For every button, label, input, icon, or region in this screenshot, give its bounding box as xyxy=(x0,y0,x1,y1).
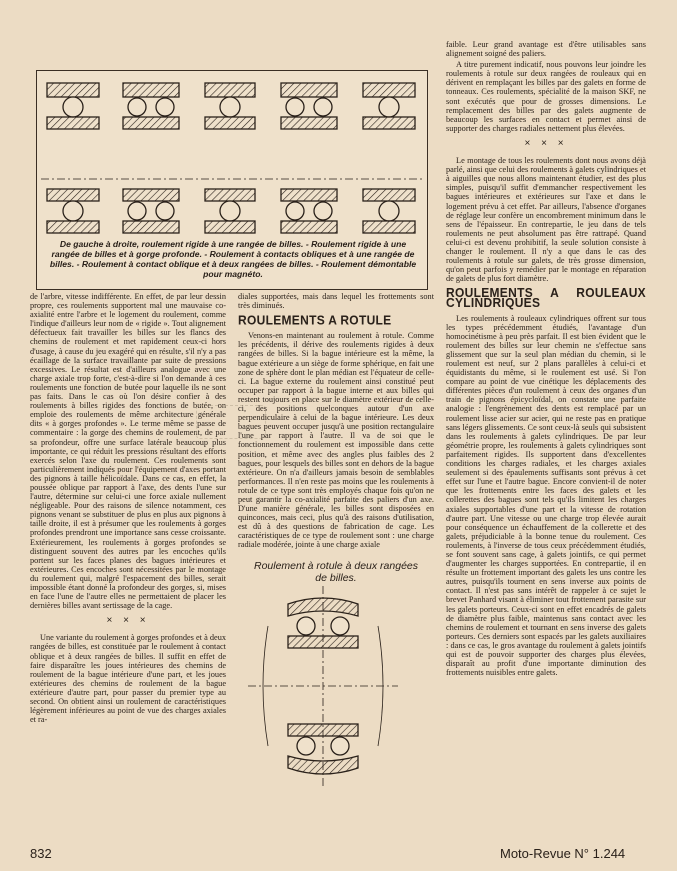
bearing-figure-top xyxy=(36,70,428,290)
figure-caption-top: De gauche à droite, roulement rigide à une rangée de billes. - Roulement rigide à une rangée de billes et à gorge profonde. - Roulement à contacts obliques et à une rangée de billes. - Roulement à contact oblique et à deux rangées de billes. - Roulement démontable pour magnéto. xyxy=(49,239,417,279)
text-column-left xyxy=(30,292,226,726)
paragraph: Une variante du roulement à gorges profondes et à deux rangées de billes, est constituée par le roulement à contact oblique et à deux rangées de billes. Il suffit en effet de faire disparaître les joues intérieures des chemins de roulement de la bague intérieure d'une part, et les joues extérieures des chemins de roulement de la bague extérieure d'autre part, pour passer du premier type au second. On obtient ainsi un roulement de caractéristiques légèrement inférieures au point de vue des charges axiales et ra- xyxy=(30,633,226,725)
bearing-deep-groove xyxy=(123,83,179,233)
paragraph: faible. Leur grand avantage est d'être utilisables sans alignement soigné des paliers. xyxy=(446,40,646,59)
paragraph: Le montage de tous les roulements dont nous avons déjà parlé, ainsi que celui des roulements à galets cylindriques et à aiguilles que nous allons maintenant étudier, est des plus simples, puisqu'il suffit d'emmancher respectivement les bagues intérieures et extérieures sur l'axe et dans le logement prévu à cet effet. Par ailleurs, l'absence d'organes de réglage leur confère un encombrement minimum dans le sens de l'épaisseur. En contrepartie, le jeu dans de tels roulements ne peut absolument pas être rattrapé. Quand celui-ci est devenu prohibitif, la seule solution consiste à changer le roulement. Il n'y a que dans le cas des roulements à rotule sur galets, de très grosse dimension, qu'on peut parfois y remédier par le montage en réparation de galets de plus fort diamètre. xyxy=(446,156,646,284)
page-number: 832 xyxy=(30,846,52,861)
section-separator: × × × xyxy=(524,137,568,149)
text-column-right xyxy=(446,40,646,679)
bearing-angular-contact-double xyxy=(281,83,337,233)
text-column-middle xyxy=(238,292,434,788)
paragraph: diales supportées, mais dans lequel les frottements sont très diminués. xyxy=(238,292,434,311)
section-separator: × × × xyxy=(106,615,150,627)
figure-caption-rotule: Roulement à rotule à deux rangées de billes. xyxy=(253,559,419,584)
section-heading: ROULEMENTS A ROTULE xyxy=(238,312,392,328)
bearing-rigid-single-row xyxy=(47,83,99,233)
section-heading: ROULEMENTS A ROULEAUX CYLINDRIQUES xyxy=(446,285,646,311)
paragraph: Venons-en maintenant au roulement à rotule. Comme les précédents, il dérive des roulements rigides à deux rangées de billes. Si la bague intérieure est la même, la bague extérieure a un siège de forme sphérique, en fait une zone de sphère dont le plan médian est l'équateur de celle-ci. La bague externe du roulement ainsi constitué peut occuper par rapport à la bague interne et aux billes qui restent toujours en place sur le diamètre extérieur de celle-ci, des positions quelconques autour d'un axe perpendiculaire à celui de la bague intérieure. Les deux bagues peuvent occuper jusqu'à une position rectangulaire l'une par rapport à l'autre. Il va de soi que le fonctionnement du roulement est impossible dans cette position, et même avec des angles plus faibles des 2 bagues, pour lesquels des billes sont en dehors de la bague extérieure. On n'a d'ailleurs jamais besoin de semblables performances. Il n'en reste pas moins que les roulements à rotule de ce type sont très employés chaque fois qu'on ne peut garantir la co-axialité parfaite des paliers d'un axe. D'une manière générale, les billes sont disposées en quinconces, mais ceci, plus qu'à des raisons d'utilisation, est dû à des questions de fabrication de cage. Les caractéristiques de ce type de roulement sont : une charge radiale modérée, jointe à une charge axiale xyxy=(238,331,434,550)
paragraph: de l'arbre, vitesse indifférente. En effet, de par leur dessin propre, ces roulements supportent mal une mauvaise co-axialité entre l'arbre et le logement du roulement, comme l'indique d'ailleurs leur nom de « rigide ». Tout alignement défectueux fait travailler les billes sur les flancs des chemins de roulement et met rapidement ceux-ci hors d'usage, à cause du jeu exagéré qui en résulte, s'il n'y a pas écaillage de la surface travaillante par suite de pressions excessives. Le résultat est d'ailleurs analogue avec une charge axiale trop forte, c'est-à-dire si l'on demande à ces roulements une fonction de butée pour laquelle ils ne sont pas faits. Dans le cas où l'on désire confier à des roulements à billes rigides des fonctions de butée, on emploie des roulements de même architecture générale dits « à gorges profondes ». Le terme même se passe de commentaire : la gorge des chemins de roulement, de par sa profondeur, offre une surface latérale beaucoup plus importante, ce qui réduit les pressions résultant des efforts exercés selon l'axe du roulement. Ces roulements sont particulièrement indiqués pour l'équipement d'axes portant des pignons à taille hélicoïdale. Dans ce cas, en effet, la poussée oblique par rapport à l'axe, des dents l'une sur l'autre, détermine sur celui-ci une force axiale nullement négligeable. Pour des raisons de silence notamment, ces pignons venant se substituer de plus en plus aux pignons à taille droite, il est à présumer que les roulements à gorges profondes prendront une importance sans cesse croissante. Extérieurement, les roulements à gorges profondes se distinguent souvent des autres par les encoches qu'ils portent sur les faces planes des bagues intérieures et extérieures. Ces encoches sont nécessitées par le montage du roulement qui, malgré l'espacement des billes, serait impossible étant donné la profondeur des gorges, si, mises en face l'une de l'autre elles ne permettaient de placer les dernières billes avant sertissage de la cage. xyxy=(30,292,226,611)
bearing-magneto-separable xyxy=(363,83,415,233)
paragraph: A titre purement indicatif, nous pouvons leur joindre les roulements à rotule sur deux rangées de rouleaux qui en dérivent en remplaçant les billes par des galets en forme de tonneaux. Ces roulements, spécialité de la maison SKF, ne sont exécutés que pour de grosses dimensions. Le remplacement des billes par des galets augmente de beaucoup les surfaces en contact et permet ainsi de supporter des charges radiales nettement plus élevées. xyxy=(446,60,646,133)
self-aligning-bearing-illustration xyxy=(248,586,398,786)
paragraph: Les roulements à rouleaux cylindriques offrent sur tous les types précédemment étudiés, l'avantage d'un homocinétisme à peu près parfait. Il est bien évident que le roulement des billes sur leur chemin ne s'effectue sans glissement que sur la seul plan médian du chemin, si le roulement est neuf, sur 2 plans parallèles à celui-ci et équidistants du même, si le roulement est usé. Si l'on compare au point de vue cinétique les déplacements des différentes pièces d'un roulement à ceux des organes d'un train de pignons épicycloïdal, on constate une parfaite analogie : l'engrènement des dents est remplacé par un roulement lisse acier sur acier, qui ne reste pas en pratique sans légers glissements. Ce sont ceux-là seuls qui subsistent dans les roulements à galets cylindriques. De par leur géométrie propre, les roulements à galets cylindriques sont parfaitement rigides. Ils supportent dans d'excellentes conditions les charges radiales, et les charges axiales seulement si des épaulements suffisants sont prévus à cet effet sur l'une et l'autre bague. Encore convient-il de noter que les frottements entre les faces des galets et les collerettes des bagues sont tels qu'ils limitent les charges axiales supportables d'une part et la vitesse de rotation d'autre part. Une vitesse ou une charge trop élevée aurait pour conséquence un échauffement de la collerette et des galets, préjudiciable à la bonne tenue du roulement. Ces roulements, à l'inverse de tous ceux précédemment étudiés, se font souvent sans cage, à galets jointifs, ce qui permet d'augmenter les charges supportées. En contrepartie, il en résulte un frottement important des galets les uns contre les autres, puisqu'ils tournent en sens inverse aux points de contact. Il n'est pas sans intérêt de rappeler à ce sujet le brevet Panhard visant à éliminer tout frottement parasite sur les galets porteurs. Ceux-ci sont en effet encadrés de galets de diamètre plus faible, maintenus sans contact avec les chemins de roulement et tournant en sens inverse des galets porteurs. Ces derniers sont espacés par les galets auxiliaires : dans ce cas, le gros avantage du roulement à galets jointifs qui est de pouvoir supporter des charges plus élevées, disparaît au profit d'une importante diminution des frottements nuisibles entre galets. xyxy=(446,313,646,678)
bearing-angular-contact-single xyxy=(205,83,255,233)
magazine-issue: Moto-Revue N° 1.244 xyxy=(500,846,626,861)
